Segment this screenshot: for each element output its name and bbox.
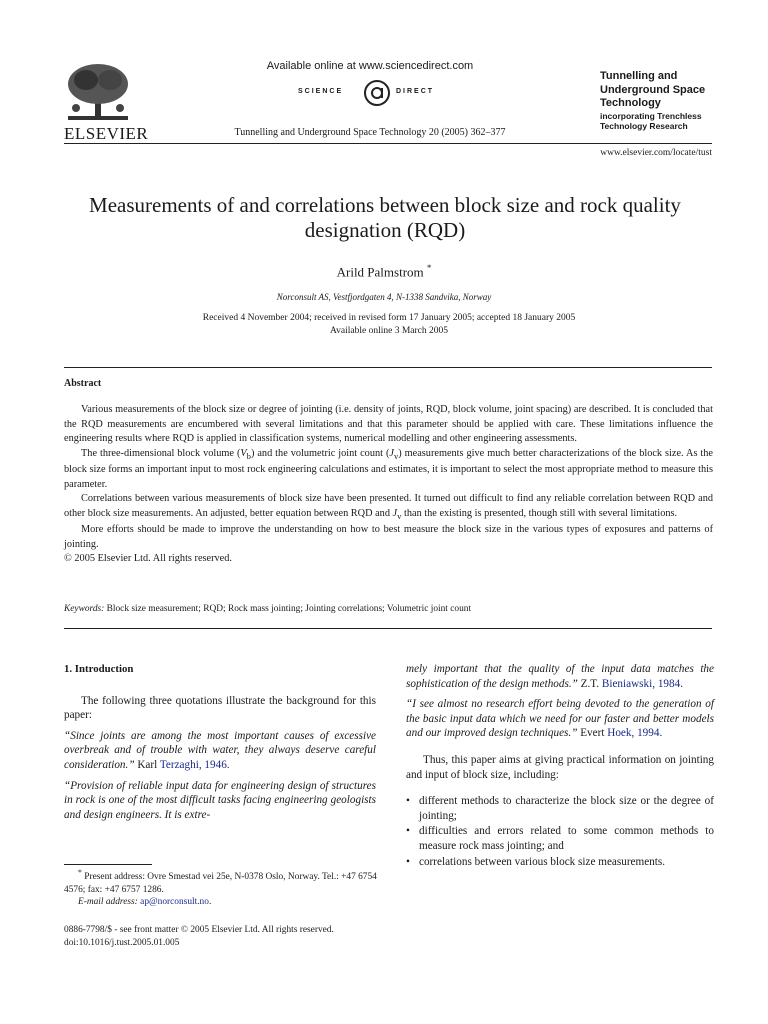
aims-list <box>406 794 714 869</box>
right-column <box>406 662 714 870</box>
issn-line: 0886-7798/$ - see front matter © 2005 Elsevier Ltd. All rights reserved. <box>64 925 334 935</box>
header-rule <box>64 143 712 144</box>
quote-bieniawski-cont: mely important that the quality of the input data matches the sophistication of the design methods.” Z.T. Bieniawski, 1984. <box>406 663 714 690</box>
affiliation: Norconsult AS, Vestfjordgaten 4, N-1338 Sandvika, Norway <box>276 292 492 302</box>
front-matter <box>64 924 334 949</box>
list-item: • difficulties and errors related to some common methods to measure rock mass jointing; and <box>406 825 714 852</box>
abstract-p1: Various measurements of the block size or degree of jointing (i.e. density of joints, RQD, block volume, joint spacing) are described. It is concluded that the RQD measurements are encumbered with several limitations and that this parameter should be applied with care. These limitations influence the engineering results where RQD is applied in classification systems, numerical modelling and other engineering assessments. <box>64 404 713 444</box>
sciencedirect-left: SCIENCE <box>298 88 344 95</box>
quote-terzaghi: “Since joints are among the most important causes of excessive overbreak and of trouble with water, they always deserve careful consideration.” Karl Terzaghi, 1946. <box>64 729 376 771</box>
footnote-rule <box>64 864 152 865</box>
sciencedirect-right: DIRECT <box>396 88 435 95</box>
ref-bieniawski[interactable]: Bieniawski, 1984 <box>601 677 681 690</box>
intro-paragraph: The following three quotations illustrate the background for this paper: <box>64 694 376 722</box>
abstract-copyright: © 2005 Elsevier Ltd. All rights reserved. <box>64 553 232 565</box>
ref-terzaghi[interactable]: Terzaghi, 1946 <box>159 758 227 771</box>
quote-bieniawski-start: “Provision of reliable input data for engineering design of structures in rock is one of the most difficult tasks facing engineering geologists and design engineers. It is extre- <box>64 779 376 821</box>
publisher-name: ELSEVIER <box>64 124 149 143</box>
author-line <box>0 263 768 280</box>
journal-title: Tunnelling and Underground Space Technology <box>600 70 706 109</box>
article-dates <box>0 312 768 338</box>
section-heading: 1. Introduction <box>64 663 134 675</box>
article-title: Measurements of and correlations between block size and rock quality designation (RQD) <box>89 193 681 242</box>
footnote: * Present address: Ovre Smestad vei 25e, N-0378 Oslo, Norway. Tel.: +47 6754 4576; fax: +47 6757 1286. E-mail address: ap@norconsult.no. <box>64 868 377 908</box>
available-online[interactable]: Available online at www.sciencedirect.com <box>266 60 474 72</box>
abstract-body <box>64 403 713 567</box>
thus-paragraph: Thus, this paper aims at giving practical information on jointing and input of block size, including: <box>406 753 714 781</box>
footnote-text: Present address: Ovre Smestad vei 25e, N-0378 Oslo, Norway. Tel.: +47 6754 4576; fax: +47 6757 1286. <box>64 872 377 895</box>
abstract-bottom-rule <box>64 628 712 629</box>
abstract-p2: The three-dimensional block volume $(V_b)$ and the volumetric joint count $(J_v)$ measurements give much better characterizations of the block size. As the block size forms an important input to most rock engineering calculations and estimates, it is important to select the most appropriate method to measure this parameter. <box>64 447 713 490</box>
email-link[interactable]: ap@norconsult.no <box>140 897 209 908</box>
abstract-p4: More efforts should be made to improve the understanding on how to best measure the block size in the various types of exposures and patterns of jointing. <box>64 524 713 550</box>
list-item: • correlations between various block size measurements. <box>406 855 666 868</box>
keywords <box>64 604 713 614</box>
keywords-label: Keywords: <box>64 604 105 614</box>
doi-line[interactable]: doi:10.1016/j.tust.2005.01.005 <box>64 937 180 948</box>
dates-received: Received 4 November 2004; received in revised form 17 January 2005; accepted 18 January 2005 <box>202 313 576 323</box>
journal-reference: Tunnelling and Underground Space Technology 20 (2005) 362–377 <box>234 127 506 138</box>
left-column <box>64 662 376 828</box>
author-footnote-mark: * <box>426 263 432 273</box>
list-item: • different methods to characterize the block size or the degree of jointing; <box>406 795 714 822</box>
author-name[interactable]: Arild Palmstrom <box>336 264 424 280</box>
quote-hoek: “I see almost no research effort being devoted to the generation of the basic input data which we need for our faster and better models and our improved design techniques.” Evert Hoek, 1994. <box>406 698 714 740</box>
email-label: E-mail address: <box>78 897 138 908</box>
journal-subtitle: incorporating Trenchless Technology Research <box>600 111 702 131</box>
dates-available: Available online 3 March 2005 <box>329 326 448 336</box>
abstract-heading: Abstract <box>64 378 102 389</box>
abstract-top-rule <box>64 367 712 368</box>
sciencedirect-at-icon <box>362 78 392 108</box>
abstract-p3: Correlations between various measurements of block size have been presented. It turned out difficult to find any reliable correlation between RQD and other block size measurements. An adjusted, better equation between RQD and $J_v$ than the existing is presented, though still with several limitations. <box>64 493 713 521</box>
ref-hoek[interactable]: Hoek, 1994 <box>607 727 660 740</box>
keywords-text: Block size measurement; RQD; Rock mass jointing; Jointing correlations; Volumetric joint count <box>106 604 472 614</box>
journal-url[interactable]: www.elsevier.com/locate/tust <box>600 148 712 158</box>
